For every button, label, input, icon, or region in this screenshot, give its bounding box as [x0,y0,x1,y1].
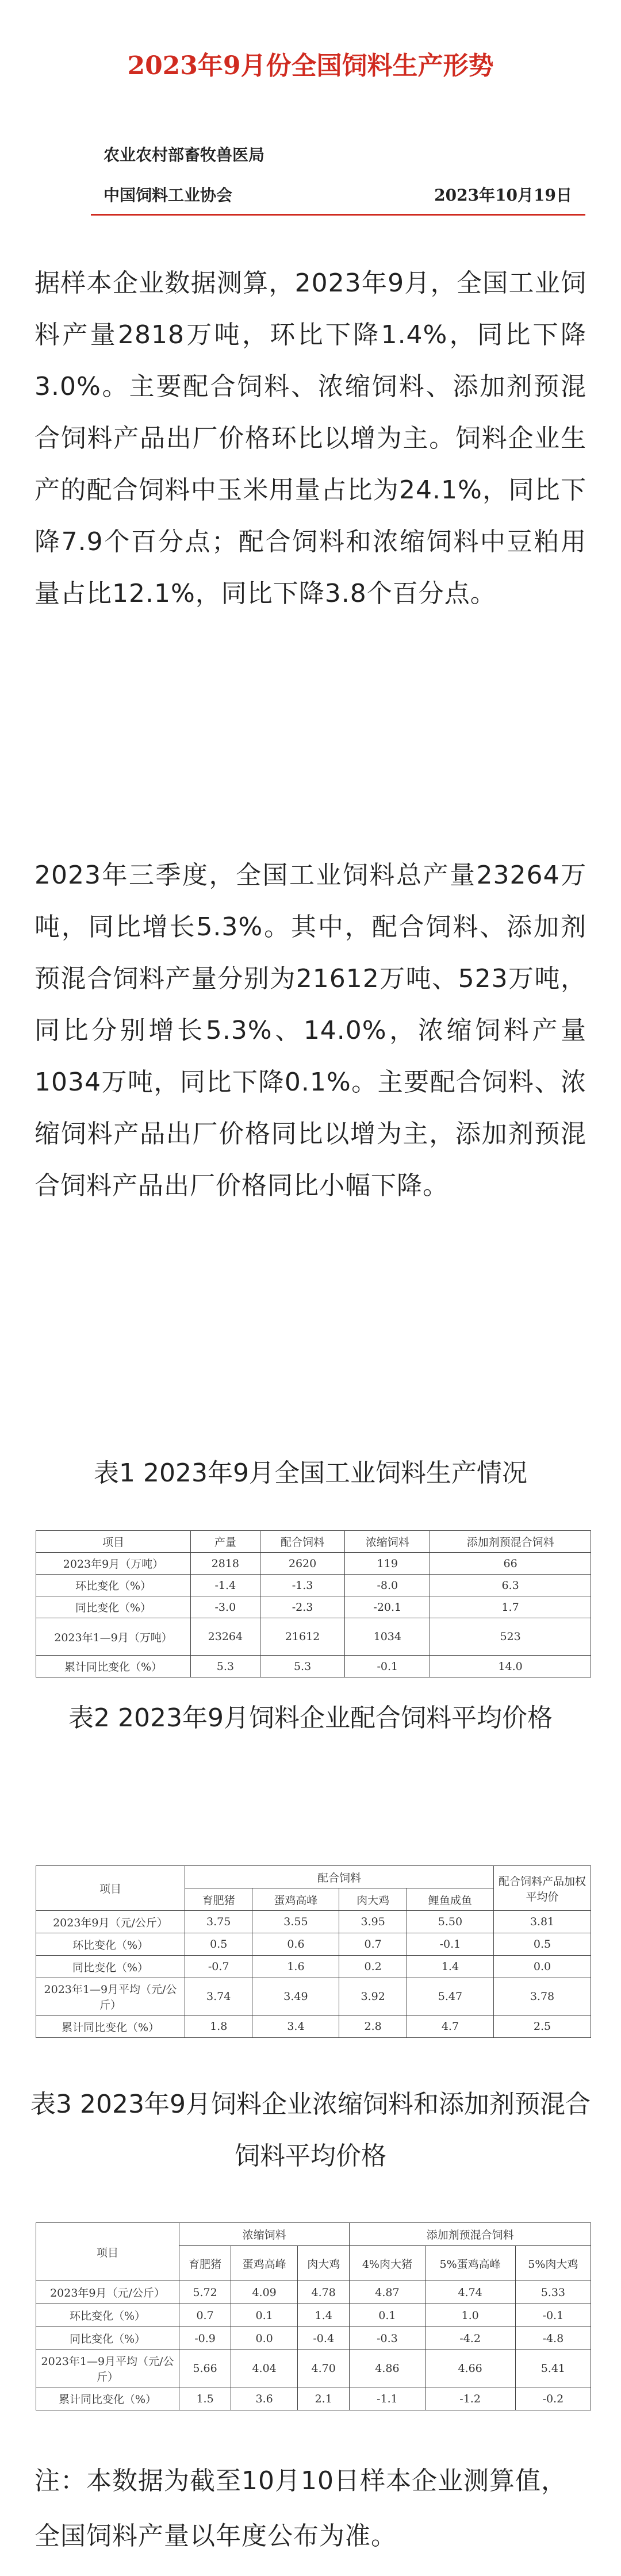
table-cell: 环比变化（%） [36,1933,185,1956]
table-cell: 0.0 [494,1956,591,1978]
paragraph-2: 2023年三季度，全国工业饲料总产量23264万吨，同比增长5.3%。其中，配合饲料、添加剂预混合饲料产量分别为21612万吨、523万吨，同比分别增长5.3%、14.0%，浓缩饲料产量1034万吨，同比下降0.1%。主要配合饲料、浓缩饲料产品出厂价格同比以增为主，添加剂预混合饲料产品出厂价格同比小幅下降。 [34,861,586,1200]
table-header: 添加剂预混合饲料 [430,1531,591,1553]
table-cell: 5.66 [179,2350,231,2387]
table-cell: 2.5 [494,2016,591,2038]
table-header: 浓缩饲料 [345,1531,430,1553]
table-cell: 累计同比变化（%） [36,1656,191,1677]
header-divider [91,214,585,216]
table-cell: 119 [345,1553,430,1575]
table-header: 配合饲料 [185,1866,494,1888]
table-row [36,1656,591,1677]
table-header: 肉大鸡 [298,2246,350,2281]
table-cell: 0.6 [252,1933,339,1956]
table-cell: 环比变化（%） [36,2304,179,2327]
table-cell: 0.5 [494,1933,591,1956]
table-cell: -1.4 [191,1575,260,1596]
table-cell: 14.0 [430,1656,591,1677]
table-cell: 4.70 [298,2350,350,2387]
table-cell: 2023年1—9月（万吨） [36,1618,191,1656]
table-header: 产量 [191,1531,260,1553]
table-cell: 2023年1—9月平均（元/公斤） [36,1978,185,2016]
table-header: 5%蛋鸡高峰 [425,2246,515,2281]
table-cell: 1.6 [252,1956,339,1978]
table-header: 肉大鸡 [339,1888,407,1911]
table-cell: -1.2 [425,2387,515,2410]
table3 [36,2222,591,2410]
table-cell: 4.86 [350,2350,425,2387]
table-header: 添加剂预混合饲料 [350,2223,591,2246]
paragraph-1: 据样本企业数据测算，2023年9月，全国工业饲料产量2818万吨，环比下降1.4%，同比下降3.0%。主要配合饲料、浓缩饲料、添加剂预混合饲料产品出厂价格环比以增为主。饲料企业生产的配合饲料中玉米用量占比为24.1%，同比下降7.9个百分点；配合饲料和浓缩饲料中豆粕用量占比12.1%，同比下降3.8个百分点。 [34,268,586,608]
table-cell: -0.4 [298,2327,350,2350]
table3-caption: 表3 2023年9月饲料企业浓缩饲料和添加剂预混合饲料平均价格 [30,2090,591,2171]
table-cell: 3.55 [252,1911,339,1933]
table-header: 蛋鸡高峰 [252,1888,339,1911]
table-cell: 5.50 [407,1911,493,1933]
table-cell: 3.74 [185,1978,252,2016]
table-row [36,1911,591,1933]
table-row [36,2350,591,2387]
table-cell: 1.8 [185,2016,252,2038]
issuing-agency-1: 农业农村部畜牧兽医局 [103,145,265,164]
table2-caption: 表2 2023年9月饲料企业配合饲料平均价格 [68,1703,553,1733]
table-header: 配合饲料产品加权平均价 [494,1866,591,1911]
table-header: 项目 [36,1866,185,1911]
table-cell: 1.5 [179,2387,231,2410]
table-row [36,2281,591,2304]
publish-date: 2023年10月19日 [434,186,572,205]
table-cell: 0.5 [185,1933,252,1956]
table-cell: -0.9 [179,2327,231,2350]
issuing-agency-2: 中国饲料工业协会 [103,186,233,205]
table-cell: -2.3 [260,1596,345,1618]
table-row [36,1618,591,1656]
table-cell: -8.0 [345,1575,430,1596]
table-header: 项目 [36,1531,191,1553]
table-cell: 0.2 [339,1956,407,1978]
table1-caption: 表1 2023年9月全国工业饲料生产情况 [94,1458,527,1488]
table-cell: 3.78 [494,1978,591,2016]
table-cell: -1.3 [260,1575,345,1596]
table-row [36,2327,591,2350]
table-cell: 5.47 [407,1978,493,2016]
table-cell: 3.81 [494,1911,591,1933]
table-cell: 累计同比变化（%） [36,2387,179,2410]
table-cell: 3.95 [339,1911,407,1933]
table-header-row [36,2223,591,2246]
table-header: 育肥猪 [185,1888,252,1911]
table-cell: 同比变化（%） [36,1956,185,1978]
table-cell: -0.1 [407,1933,493,1956]
table-row [36,1553,591,1575]
table-cell: 1.4 [298,2304,350,2327]
table-cell: 523 [430,1618,591,1656]
table-cell: -0.3 [350,2327,425,2350]
table-cell: 2620 [260,1553,345,1575]
table-cell: 2023年9月（元/公斤） [36,1911,185,1933]
table-header-row [36,1531,591,1553]
table-cell: 6.3 [430,1575,591,1596]
table-cell: 4.09 [231,2281,298,2304]
table-cell: 1.4 [407,1956,493,1978]
table-header: 浓缩饲料 [179,2223,350,2246]
table-cell: 1.0 [425,2304,515,2327]
table-row [36,1596,591,1618]
table-cell: 23264 [191,1618,260,1656]
table-cell: -4.2 [425,2327,515,2350]
table-cell: 4.87 [350,2281,425,2304]
table-cell: 0.7 [339,1933,407,1956]
table-cell: 0.1 [350,2304,425,2327]
table-cell: 5.3 [191,1656,260,1677]
table-cell: 0.0 [231,2327,298,2350]
table-cell: -0.1 [515,2304,591,2327]
table-cell: 1.7 [430,1596,591,1618]
table-row [36,1956,591,1978]
table-header: 项目 [36,2223,179,2281]
table-cell: 2023年9月（元/公斤） [36,2281,179,2304]
table2 [36,1865,591,2038]
table-cell: 2.1 [298,2387,350,2410]
table-cell: 21612 [260,1618,345,1656]
table-header: 蛋鸡高峰 [231,2246,298,2281]
table-row [36,1575,591,1596]
table-cell: 同比变化（%） [36,1596,191,1618]
table-cell: -1.1 [350,2387,425,2410]
table-cell: -20.1 [345,1596,430,1618]
table-cell: 66 [430,1553,591,1575]
table-header: 配合饲料 [260,1531,345,1553]
table1 [36,1530,591,1677]
table-cell: 0.1 [231,2304,298,2327]
table-row [36,2304,591,2327]
table-header-row [36,1866,591,1888]
table-cell: -4.8 [515,2327,591,2350]
table-cell: 4.74 [425,2281,515,2304]
table-row [36,2016,591,2038]
table-cell: 4.7 [407,2016,493,2038]
table-cell: 2023年9月（万吨） [36,1553,191,1575]
table-cell: -0.2 [515,2387,591,2410]
table-cell: 0.7 [179,2304,231,2327]
table-header: 5%肉大鸡 [515,2246,591,2281]
table-cell: 同比变化（%） [36,2327,179,2350]
table-cell: 3.75 [185,1911,252,1933]
table-cell: 5.41 [515,2350,591,2387]
document-title: 2023年9月份全国饲料生产形势 [127,51,494,80]
table-cell: -3.0 [191,1596,260,1618]
table-cell: 累计同比变化（%） [36,2016,185,2038]
table-cell: 3.49 [252,1978,339,2016]
table-row [36,1933,591,1956]
table-header: 鲤鱼成鱼 [407,1888,493,1911]
table-cell: 5.72 [179,2281,231,2304]
table-cell: 5.3 [260,1656,345,1677]
table-cell: 环比变化（%） [36,1575,191,1596]
footnote: 注：本数据为截至10月10日样本企业测算值，全国饲料产量以年度公布为准。 [34,2466,567,2551]
table-header: 4%肉大猪 [350,2246,425,2281]
table-cell: 2023年1—9月平均（元/公斤） [36,2350,179,2387]
table-cell: -0.1 [345,1656,430,1677]
table-cell: 4.04 [231,2350,298,2387]
table-cell: 4.78 [298,2281,350,2304]
table-cell: 2.8 [339,2016,407,2038]
table-row [36,2387,591,2410]
table-cell: 3.6 [231,2387,298,2410]
table-cell: 5.33 [515,2281,591,2304]
table-cell: 3.92 [339,1978,407,2016]
table-cell: 2818 [191,1553,260,1575]
table-cell: 3.4 [252,2016,339,2038]
table-cell: 1034 [345,1618,430,1656]
table-row [36,1978,591,2016]
table-cell: -0.7 [185,1956,252,1978]
table-header: 育肥猪 [179,2246,231,2281]
table-cell: 4.66 [425,2350,515,2387]
